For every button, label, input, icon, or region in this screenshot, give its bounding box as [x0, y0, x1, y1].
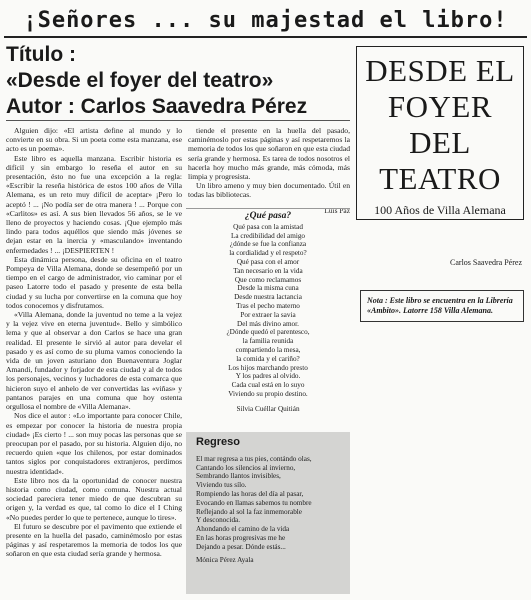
book-cover-title-line: FOYER	[387, 89, 493, 124]
poem-regreso	[186, 432, 350, 594]
title-divider	[6, 120, 350, 121]
poem-line: Qué pasa con la amistad	[233, 222, 303, 231]
poem-line: ¿Dónde quedó el parentesco,	[226, 328, 310, 337]
review-paragraph: Alguien dijo: «El artista define al mundo y lo convierte en su obra. Si un poeta come esta manzana, ese acto es un poema».	[6, 126, 182, 154]
book-cover-author: Carlos Saavedra Pérez	[450, 258, 522, 267]
review-signature: Luis Paz	[324, 205, 350, 215]
poem-author: Mónica Pérez Ayala	[196, 555, 254, 564]
poem-line: la familia reunida	[242, 337, 294, 346]
book-cover-box	[356, 46, 524, 220]
poem-line: Evocando en llamas sabemos tu nombre	[196, 498, 312, 507]
review-paragraph: tiende el presente en la huella del pasado, caminémoslo por estas páginas y así respetaremos la memoria de todos los que soñaron en que esta ciudad sería grande y hermosa. Es tarea de todos nosotros el hacerla hoy mucho más grande, más cómoda, más limpia y progresista.	[188, 126, 350, 182]
poem-que-pasa	[186, 205, 350, 432]
poem-line: Viviendo tus sílo.	[196, 481, 247, 490]
review-paragraph: Este libro es aquella manzana. Escribir historia es difícil y sin embargo lo reseña el autor en su presentación, ésto no fue una excepción a la regla: «Escribir la reseña histórica de estos 100 años de Villa Alemana, es un reto muy difícil de aceptar» ¡Pero lo aceptó ! ... ¡No podía ser de otra manera ! ... Porque con «Carlitos» es así. A sus bien llevados 56 años, se le ve lleno de proyectos y haciendo cosas. ¡Que ejemplo más lindo para todos aquéllos que siendo más jóvenes se dejan estar en la inercia y «masculando» inventando enfermedades ! ... ¡DESPIERTEN !	[6, 153, 182, 255]
review-paragraph: «Villa Alemana, donde la juventud no teme a la vejez y la vejez vive en eterna juventud». Bello y simbólico lema y que al observar a don Carlos se hace una gran realidad. El presente le sirvió al autor para develar el pasado y es así como de su pluma vamos conociendo la vida de un joven asturiano don Buenaventura Joglar Amandi, fundador y forjador de esta ciudad y al de todos los personajes, vecinos y luchadores de esta comarca que hicieron suyo el anhelo de ver convertidas las «viñas» y pantanos parajes en una comuna que hoy ostenta orgullosa el nombre de «Villa Alemana».	[6, 310, 182, 412]
poem-line: Desde nuestra lactancia	[234, 293, 302, 302]
poem-line: Tan necesario en la vida	[233, 266, 303, 275]
poem-line: Viviendo su propio destino.	[228, 389, 308, 398]
book-cover-title-line: DESDE EL	[365, 53, 515, 88]
article-title-block	[6, 42, 352, 120]
review-paragraph: El futuro se descubre por el pavimento que extiende el presente en la huella del pasado, caminémoslo por estas páginas y así respetaremos la memoria de todos los que soñaron en que esta ciudad sería grande y hermosa.	[6, 521, 182, 559]
poem-author: Silvia Cuéllar Quitián	[236, 404, 300, 413]
poem-line: la comida y el cariño?	[236, 354, 300, 363]
review-paragraph: Nos dice el autor : «Lo importante para conocer Chile, es empezar por conocer la historia de nuestra propia ciudad» ¡Es cierto ! ... son muy pocas las personas que se preocupan por el pasado, por su historia. Alguien dijo, no recuerdo quien «que los chilenos, por estar dominados tantos siglos por conquistadores extranjeros, perdimos nuestra identidad».	[6, 411, 182, 476]
poem-line: Y los padres al olvido.	[235, 372, 301, 381]
book-cover-subtitle: 100 Años de Villa Alemana	[374, 203, 506, 217]
poem-line: ¿dónde se fue la confianza	[229, 240, 307, 249]
poem-line: Los hijos marchando presto	[228, 363, 308, 372]
book-title-heading: «Desde el foyer del teatro»	[6, 69, 274, 92]
poem-line: Desde la misma cuna	[237, 284, 299, 293]
book-cover-title-line: DEL TEATRO	[379, 125, 501, 196]
review-paragraph: Esta dinámica persona, desde su oficina en el teatro Pompeya de Villa Alemana, donde se desempeñó por un tiempo en el cargo de administrador, vio caminar por el paseo Latorre todo el pasado y presente de esta bella ciudad y su lucha por convertirse en la comuna que hoy todos conocemos y disfrutamos.	[6, 254, 182, 310]
poem-line: Por extraer la savia	[240, 310, 296, 319]
poem-line: El mar regresa a tus pies, contándo olas,	[196, 454, 312, 463]
review-paragraph: Este libro nos da la oportunidad de conocer nuestra historia como ciudad, como comuna. Nuestra actual sociedad pareciera tener miedo de que descubran su origen y, la verdad es que, tal como lo dice el I Ching «No puedes perder lo que te pertenece, aunque lo tires».	[6, 475, 182, 522]
poem-line: Sembrando llantos invisibles,	[196, 472, 281, 481]
poem-line: Qué pasa con el amor	[236, 257, 300, 266]
review-column-left	[6, 126, 182, 596]
title-label: Título :	[6, 43, 76, 66]
poem-line: Tras el pecho materno	[236, 301, 300, 310]
poem-line: Cada cual está en lo suyo	[231, 381, 305, 390]
newspaper-section-header: ¡Señores ... su majestad el libro!	[4, 4, 527, 38]
review-paragraph: Un libro ameno y muy bien documentado. Útil en todas las bibliotecas.	[188, 181, 350, 200]
poem-line: compartiendo la mesa,	[235, 345, 301, 354]
poem-line: La credibilidad del amigo	[230, 231, 306, 240]
poem-line: la cordialidad y el respeto?	[229, 249, 307, 258]
poem-line: Del más divino amor.	[237, 319, 299, 328]
bookstore-note: Nota : Este libro se encuentra en la Librería «Ambito». Latorre 158 Villa Alemana.	[360, 290, 524, 322]
poem-line: Reflejando al sol la faz inmemorable	[196, 507, 302, 516]
poem-title: ¿Qué pasa?	[244, 211, 292, 221]
poem-line: Y desconocida.	[196, 516, 241, 525]
poem-line: En las horas progresivas me he	[196, 533, 286, 542]
poem-title: Regreso	[196, 436, 241, 448]
poem-line: Dejando a pesar. Dónde estás...	[196, 542, 286, 551]
poem-line: Ahondando el camino de la vida	[196, 525, 290, 534]
poem-line: Rompiendo las horas del día al pasar,	[196, 489, 304, 498]
poem-line: Que como reclamamos	[234, 275, 302, 284]
poem-line: Cantando los silencios al invierno,	[196, 463, 296, 472]
author-heading: Autor : Carlos Saavedra Pérez	[6, 95, 308, 118]
review-column-middle	[188, 126, 350, 215]
